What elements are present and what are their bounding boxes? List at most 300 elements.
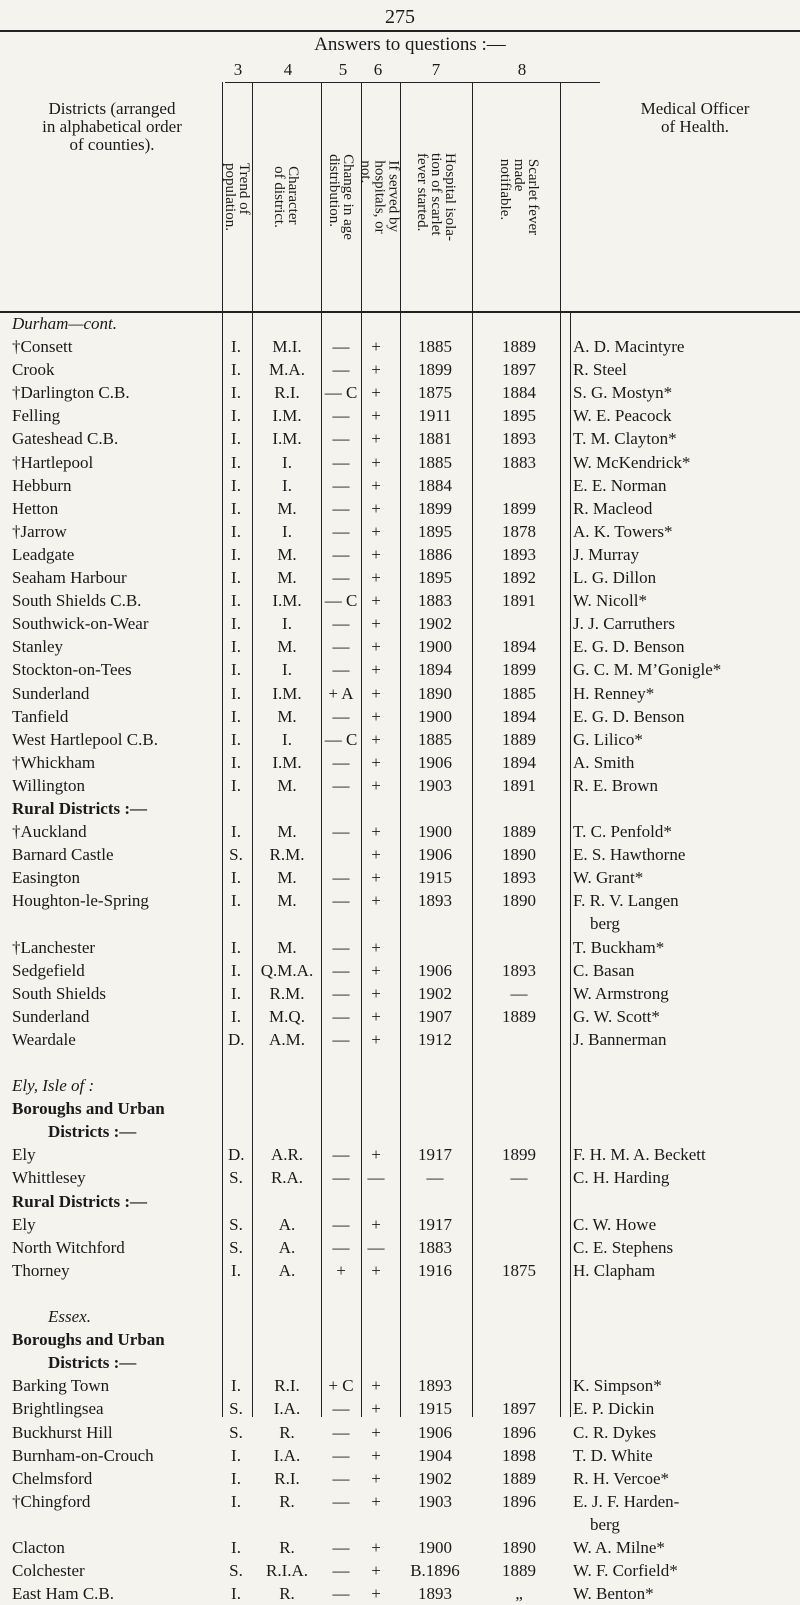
- isolation-cell: 1885: [418, 729, 452, 749]
- isolation-cell: 1883: [418, 1237, 452, 1257]
- hospital-cell: +: [371, 614, 381, 634]
- moh-cell: A. D. Macintyre: [573, 337, 685, 357]
- moh-cell: W. Grant*: [573, 868, 644, 888]
- moh-cell: W. A. Milne*: [573, 1537, 665, 1557]
- district-name: †Consett: [12, 337, 73, 357]
- character-cell: M.I.: [272, 337, 302, 357]
- change-cell: —: [332, 1561, 350, 1581]
- character-cell: I.: [282, 729, 292, 749]
- isolation-cell: 1890: [418, 683, 452, 703]
- change-cell: —: [332, 868, 350, 888]
- character-cell: I.A.: [273, 1399, 301, 1419]
- notifiable-cell: 1899: [502, 498, 536, 518]
- hospital-cell: +: [371, 568, 381, 588]
- trend-cell: I.: [231, 1537, 241, 1557]
- notifiable-cell: 1899: [502, 1145, 536, 1165]
- character-cell: I.: [282, 614, 292, 634]
- table-row: [0, 820, 800, 843]
- moh-cell: J. J. Carruthers: [573, 614, 675, 634]
- hospital-cell: +: [371, 1399, 381, 1419]
- district-name: Clacton: [12, 1537, 65, 1557]
- table-row: [0, 474, 800, 497]
- character-cell: A.M.: [269, 1029, 305, 1049]
- notifiable-cell: —: [510, 1168, 528, 1188]
- moh-cell: C. W. Howe: [573, 1214, 657, 1234]
- character-cell: R.I.: [274, 1376, 300, 1396]
- change-cell: —: [332, 1584, 350, 1604]
- district-name: South Shields: [12, 983, 106, 1003]
- moh-cell: W. E. Peacock: [573, 406, 672, 426]
- table-row: [0, 658, 800, 681]
- moh-cell: T. C. Penfold*: [573, 822, 672, 842]
- table-row: [0, 1467, 800, 1490]
- notifiable-cell: 1897: [502, 1399, 536, 1419]
- table-row: [0, 682, 800, 705]
- hospital-cell: +: [371, 752, 381, 772]
- notifiable-heading-line: notifiable.: [497, 158, 514, 221]
- trend-cell: S.: [229, 1214, 243, 1234]
- isolation-cell: 1900: [418, 706, 452, 726]
- notifiable-cell: 1889: [502, 822, 536, 842]
- change-cell: —: [332, 429, 350, 449]
- change-heading-line: Change in age: [340, 154, 356, 240]
- character-cell: I.: [282, 452, 292, 472]
- moh-cell: R. Steel: [573, 360, 627, 380]
- moh-column-heading: [590, 100, 800, 136]
- moh-cell: S. G. Mostyn*: [573, 383, 673, 403]
- notifiable-cell: 1896: [502, 1422, 536, 1442]
- moh-cell: J. Murray: [573, 544, 640, 564]
- character-cell: A.: [278, 1237, 296, 1257]
- change-cell: —: [332, 521, 350, 541]
- trend-cell: S.: [229, 845, 243, 865]
- district-name: Gateshead C.B.: [12, 429, 119, 449]
- character-cell: R.: [279, 1491, 295, 1511]
- district-name: Chelmsford: [12, 1468, 93, 1488]
- character-cell: R.M.: [269, 983, 305, 1003]
- moh-cell: W. F. Corfield*: [573, 1561, 678, 1581]
- trend-cell: D.: [228, 1145, 245, 1165]
- hospital-cell: +: [371, 891, 381, 911]
- district-name: Felling: [12, 406, 61, 426]
- change-cell: —: [332, 1006, 350, 1026]
- character-cell: I.: [282, 475, 292, 495]
- change-cell: — C: [324, 383, 358, 403]
- moh-cell: C. E. Stephens: [573, 1237, 674, 1257]
- trend-cell: I.: [231, 706, 241, 726]
- trend-cell: I.: [231, 683, 241, 703]
- hospital-cell: +: [371, 1584, 381, 1604]
- district-name: Weardale: [12, 1029, 76, 1049]
- trend-cell: S.: [229, 1422, 243, 1442]
- district-name: West Hartlepool C.B.: [12, 729, 158, 749]
- hospital-cell: +: [371, 683, 381, 703]
- table-row: [0, 1582, 800, 1605]
- change-cell: —: [332, 360, 350, 380]
- trend-cell: I.: [231, 891, 241, 911]
- isolation-cell: 1893: [418, 1376, 452, 1396]
- district-name: Whittlesey: [12, 1168, 86, 1188]
- change-cell: —: [332, 960, 350, 980]
- trend-cell: I.: [231, 660, 241, 680]
- table-row: [0, 381, 800, 404]
- trend-cell: I.: [231, 544, 241, 564]
- notifiable-cell: 1884: [502, 383, 536, 403]
- notifiable-cell: 1890: [502, 1537, 536, 1557]
- moh-cell: E. G. D. Benson: [573, 706, 685, 726]
- question-number-3: 3: [233, 60, 243, 79]
- hospital-cell: +: [371, 591, 381, 611]
- table-row: [0, 912, 800, 935]
- moh-cell: R. H. Vercoe*: [573, 1468, 669, 1488]
- notifiable-cell: 1894: [502, 637, 536, 657]
- change-cell: —: [332, 1399, 350, 1419]
- character-cell: I.: [282, 521, 292, 541]
- character-cell: R.: [279, 1584, 295, 1604]
- district-name: Burnham-on-Crouch: [12, 1445, 154, 1465]
- character-cell: R.M.: [269, 845, 305, 865]
- isolation-cell: 1917: [418, 1214, 452, 1234]
- trend-cell: I.: [231, 775, 241, 795]
- character-cell: R.: [279, 1422, 295, 1442]
- moh-cell: berg: [590, 914, 620, 934]
- moh-cell: R. E. Brown: [573, 775, 658, 795]
- notifiable-heading-line: made: [511, 158, 528, 192]
- district-name: Sunderland: [12, 683, 90, 703]
- table-row: [0, 635, 800, 658]
- notifiable-cell: 1889: [502, 729, 536, 749]
- district-name: Seaham Harbour: [12, 568, 127, 588]
- hospital-cell: +: [371, 1491, 381, 1511]
- notifiable-cell: 1895: [502, 406, 536, 426]
- moh-cell: L. G. Dillon: [573, 568, 657, 588]
- isolation-heading-line: Hospital isola-: [442, 153, 458, 241]
- table-row: [0, 612, 800, 635]
- isolation-cell: 1906: [418, 1422, 452, 1442]
- trend-heading-line: population.: [222, 163, 239, 231]
- question-number-4: 4: [283, 60, 293, 79]
- district-name: Districts :—: [48, 1122, 137, 1142]
- table-row: [0, 335, 800, 358]
- notifiable-cell: 1883: [502, 452, 536, 472]
- table-row: [0, 543, 800, 566]
- isolation-cell: 1903: [418, 1491, 452, 1511]
- moh-cell: G. W. Scott*: [573, 1006, 660, 1026]
- trend-cell: I.: [231, 868, 241, 888]
- change-cell: —: [332, 1168, 350, 1188]
- change-cell: —: [332, 337, 350, 357]
- character-cell: I.M.: [272, 406, 302, 426]
- hospital-cell: +: [371, 475, 381, 495]
- table-row: [0, 1259, 800, 1282]
- district-name: South Shields C.B.: [12, 591, 142, 611]
- table-row: [0, 1120, 800, 1143]
- character-cell: M.: [277, 544, 297, 564]
- isolation-cell: 1915: [418, 868, 452, 888]
- change-cell: —: [332, 475, 350, 495]
- notifiable-cell: 1889: [502, 1006, 536, 1026]
- table-row: [0, 358, 800, 381]
- notifiable-cell: 1892: [502, 568, 536, 588]
- isolation-cell: 1902: [418, 983, 452, 1003]
- trend-cell: S.: [229, 1399, 243, 1419]
- change-column-heading: [323, 84, 359, 310]
- change-cell: —: [332, 752, 350, 772]
- trend-cell: I.: [231, 337, 241, 357]
- table-row: [0, 959, 800, 982]
- isolation-cell: 1900: [418, 1537, 452, 1557]
- table-row: [0, 1513, 800, 1536]
- hospital-cell: —: [367, 1237, 385, 1257]
- table-row: [0, 843, 800, 866]
- top-rule: [0, 30, 800, 32]
- table-row: [0, 1282, 800, 1305]
- table-row: [0, 1490, 800, 1513]
- district-name: Sedgefield: [12, 960, 85, 980]
- district-name: Barking Town: [12, 1376, 110, 1396]
- isolation-cell: —: [426, 1168, 444, 1188]
- table-row: [0, 404, 800, 427]
- notifiable-cell: 1885: [502, 683, 536, 703]
- hospitals-heading-line: hospitals, or: [372, 160, 388, 234]
- trend-cell: I.: [231, 937, 241, 957]
- district-name: Hetton: [12, 498, 59, 518]
- trend-cell: I.: [231, 429, 241, 449]
- character-heading-line: of district.: [271, 166, 287, 228]
- change-cell: —: [332, 983, 350, 1003]
- table-row: [0, 1328, 800, 1351]
- trend-cell: I.: [231, 614, 241, 634]
- trend-cell: D.: [228, 1029, 245, 1049]
- table-row: [0, 705, 800, 728]
- moh-cell: W. Armstrong: [573, 983, 669, 1003]
- table-row: [0, 1190, 800, 1213]
- moh-cell: A. Smith: [573, 752, 635, 772]
- character-cell: M.: [277, 775, 297, 795]
- change-cell: —: [332, 1445, 350, 1465]
- hospital-cell: +: [371, 1029, 381, 1049]
- character-cell: M.: [277, 568, 297, 588]
- district-name: †Lanchester: [12, 937, 96, 957]
- isolation-column-heading: [404, 84, 468, 310]
- district-name: Easington: [12, 868, 80, 888]
- moh-cell: T. M. Clayton*: [573, 429, 677, 449]
- hospital-cell: +: [371, 775, 381, 795]
- districts-heading-line: Districts (arranged: [48, 99, 176, 118]
- trend-cell: I.: [231, 1584, 241, 1604]
- moh-cell: F. R. V. Langen: [573, 891, 679, 911]
- notifiable-cell: „: [515, 1584, 523, 1604]
- table-row: [0, 520, 800, 543]
- district-name: Houghton-le-Spring: [12, 891, 149, 911]
- trend-cell: I.: [231, 521, 241, 541]
- change-cell: —: [332, 775, 350, 795]
- character-cell: I.M.: [272, 591, 302, 611]
- districts-heading-line: of counties).: [69, 135, 155, 154]
- change-cell: —: [332, 822, 350, 842]
- district-name: †Jarrow: [12, 521, 67, 541]
- moh-cell: berg: [590, 1514, 620, 1534]
- district-name: Ely, Isle of :: [12, 1076, 95, 1096]
- moh-cell: F. H. M. A. Beckett: [573, 1145, 706, 1165]
- trend-cell: I.: [231, 983, 241, 1003]
- moh-cell: H. Renney*: [573, 683, 655, 703]
- hospital-cell: —: [367, 1168, 385, 1188]
- isolation-cell: 1900: [418, 637, 452, 657]
- isolation-cell: 1902: [418, 614, 452, 634]
- hospital-cell: +: [371, 1468, 381, 1488]
- change-cell: —: [332, 706, 350, 726]
- hospital-cell: +: [371, 960, 381, 980]
- moh-cell: A. K. Towers*: [573, 521, 673, 541]
- hospital-cell: +: [371, 822, 381, 842]
- hospital-cell: +: [371, 1376, 381, 1396]
- answers-caption: Answers to questions :—: [314, 34, 506, 55]
- character-cell: R.A.: [270, 1168, 304, 1188]
- isolation-cell: 1904: [418, 1445, 452, 1465]
- character-column-heading: [258, 84, 314, 310]
- trend-cell: I.: [231, 1376, 241, 1396]
- moh-cell: C. R. Dykes: [573, 1422, 657, 1442]
- trend-cell: I.: [231, 752, 241, 772]
- question-number-5: 5: [338, 60, 348, 79]
- notifiable-heading-line: Scarlet fever: [525, 158, 542, 236]
- hospital-cell: +: [371, 452, 381, 472]
- moh-cell: R. Macleod: [573, 498, 653, 518]
- notifiable-cell: 1893: [502, 960, 536, 980]
- hospital-cell: +: [371, 1006, 381, 1026]
- isolation-cell: 1899: [418, 360, 452, 380]
- district-name: Hebburn: [12, 475, 72, 495]
- isolation-cell: B.1896: [410, 1561, 460, 1581]
- character-cell: I.: [282, 660, 292, 680]
- isolation-cell: 1917: [418, 1145, 452, 1165]
- trend-cell: I.: [231, 498, 241, 518]
- isolation-cell: 1885: [418, 452, 452, 472]
- character-cell: M.: [277, 868, 297, 888]
- isolation-cell: 1906: [418, 960, 452, 980]
- change-cell: —: [332, 1145, 350, 1165]
- trend-cell: I.: [231, 960, 241, 980]
- character-cell: M.: [277, 937, 297, 957]
- moh-cell: G. Lilico*: [573, 729, 643, 749]
- change-cell: — C: [324, 591, 358, 611]
- change-cell: —: [332, 937, 350, 957]
- table-row: [0, 1421, 800, 1444]
- district-name: Ely: [12, 1214, 36, 1234]
- notifiable-cell: 1889: [502, 1468, 536, 1488]
- hospital-cell: +: [371, 1260, 381, 1280]
- hospital-cell: +: [371, 868, 381, 888]
- hospital-cell: +: [371, 498, 381, 518]
- change-cell: —: [332, 406, 350, 426]
- change-cell: —: [332, 1422, 350, 1442]
- districts-heading-line: in alphabetical order: [42, 117, 182, 136]
- question-number-7: 7: [431, 60, 441, 79]
- table-row: [0, 1305, 800, 1328]
- moh-cell: G. C. M. M’Gonigle*: [573, 660, 722, 680]
- table-row: [0, 797, 800, 820]
- district-name: Boroughs and Urban: [12, 1099, 165, 1119]
- trend-cell: I.: [231, 383, 241, 403]
- table-row: [0, 1143, 800, 1166]
- trend-cell: I.: [231, 591, 241, 611]
- notifiable-cell: 1897: [502, 360, 536, 380]
- district-name: East Ham C.B.: [12, 1584, 114, 1604]
- change-cell: —: [332, 1237, 350, 1257]
- trend-cell: S.: [229, 1168, 243, 1188]
- hospital-cell: +: [371, 660, 381, 680]
- trend-cell: I.: [231, 475, 241, 495]
- moh-cell: W. Nicoll*: [573, 591, 647, 611]
- trend-cell: I.: [231, 729, 241, 749]
- moh-cell: W. Benton*: [573, 1584, 654, 1604]
- isolation-cell: 1885: [418, 337, 452, 357]
- isolation-cell: 1895: [418, 521, 452, 541]
- character-cell: I.A.: [273, 1445, 301, 1465]
- moh-cell: T. Buckham*: [573, 937, 665, 957]
- trend-cell: I.: [231, 1006, 241, 1026]
- table-row: [0, 1074, 800, 1097]
- isolation-cell: 1907: [418, 1006, 452, 1026]
- notifiable-cell: 1894: [502, 706, 536, 726]
- district-name: Rural Districts :—: [12, 1191, 148, 1211]
- district-name: Districts :—: [48, 1353, 137, 1373]
- table-row: [0, 1213, 800, 1236]
- hospital-cell: +: [371, 637, 381, 657]
- character-cell: Q.M.A.: [260, 960, 314, 980]
- isolation-cell: 1893: [418, 891, 452, 911]
- table-row: [0, 1236, 800, 1259]
- district-name: Willington: [12, 775, 85, 795]
- districts-column-heading: [12, 100, 212, 154]
- change-cell: —: [332, 891, 350, 911]
- trend-cell: I.: [231, 568, 241, 588]
- notifiable-cell: 1891: [502, 775, 536, 795]
- moh-cell: H. Clapham: [573, 1260, 656, 1280]
- change-cell: —: [332, 614, 350, 634]
- notifiable-cell: 1878: [502, 521, 536, 541]
- table-row: [0, 589, 800, 612]
- trend-cell: I.: [231, 360, 241, 380]
- table-row: [0, 1397, 800, 1420]
- isolation-cell: 1906: [418, 845, 452, 865]
- isolation-cell: 1884: [418, 475, 452, 495]
- hospital-cell: +: [371, 406, 381, 426]
- isolation-cell: 1900: [418, 822, 452, 842]
- hospital-cell: +: [371, 337, 381, 357]
- character-cell: R.I.: [274, 383, 300, 403]
- trend-cell: S.: [229, 1237, 243, 1257]
- character-cell: M.A.: [269, 360, 305, 380]
- change-cell: —: [332, 1537, 350, 1557]
- notifiable-cell: —: [510, 983, 528, 1003]
- moh-cell: E. G. D. Benson: [573, 637, 685, 657]
- isolation-heading-line: fever started.: [414, 153, 430, 232]
- district-name: Buckhurst Hill: [12, 1422, 113, 1442]
- hospital-cell: +: [371, 706, 381, 726]
- notifiable-cell: 1891: [502, 591, 536, 611]
- table-row: [0, 751, 800, 774]
- table-row: [0, 1166, 800, 1189]
- trend-column-heading: [222, 84, 252, 310]
- table-row: [0, 566, 800, 589]
- hospital-cell: +: [371, 383, 381, 403]
- character-cell: M.: [277, 498, 297, 518]
- isolation-cell: 1902: [418, 1468, 452, 1488]
- isolation-cell: 1912: [418, 1029, 452, 1049]
- district-name: Crook: [12, 360, 55, 380]
